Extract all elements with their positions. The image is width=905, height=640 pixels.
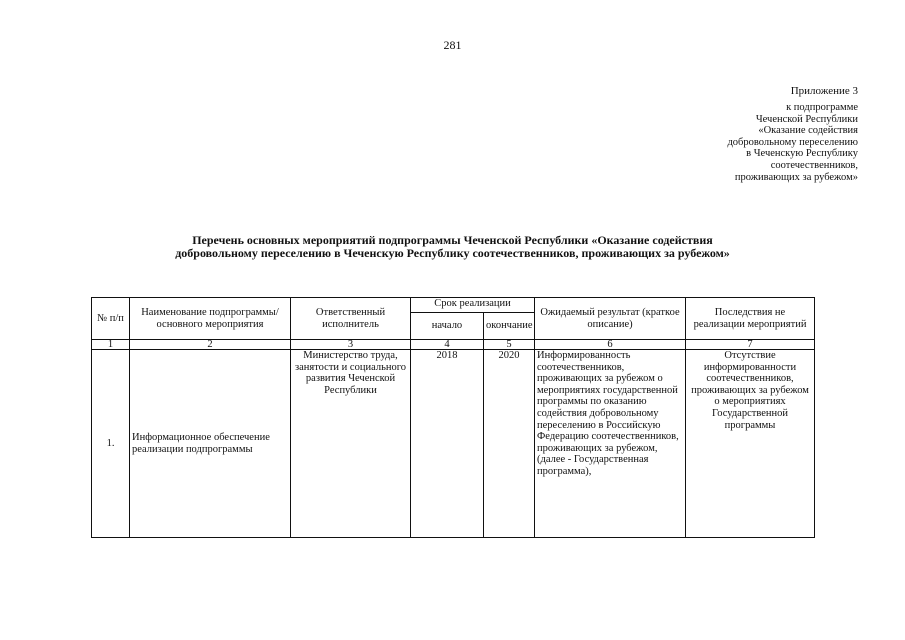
column-numbers-row bbox=[92, 340, 815, 350]
column-number: 3 bbox=[291, 340, 411, 350]
header-name: Наименование подпрограммы/ основного мероприятия bbox=[130, 298, 291, 340]
appendix-line: к подпрограмме bbox=[786, 102, 858, 113]
appendix-line: соотечественников, bbox=[770, 159, 858, 171]
column-number: 1 bbox=[92, 340, 130, 350]
document-title bbox=[0, 234, 905, 260]
appendix-subtitle bbox=[727, 102, 858, 183]
appendix-line: Чеченской Республики bbox=[755, 113, 858, 125]
header-result: Ожидаемый результат (краткое описание) bbox=[535, 298, 686, 340]
row-consequences: Отсутствие информированности соотечественников, проживающих за рубежом о мероприятиях Государственной программы bbox=[686, 350, 815, 538]
row-num: 1. bbox=[92, 350, 130, 538]
appendix-line: добровольному переселению bbox=[727, 136, 858, 148]
header-start: начало bbox=[411, 313, 484, 340]
activities-table bbox=[91, 297, 815, 538]
row-name: Информационное обеспечение реализации подпрограммы bbox=[130, 350, 291, 538]
column-number: 2 bbox=[130, 340, 291, 350]
header-num: № п/п bbox=[92, 298, 130, 340]
row-result: Информированность соотечественников, проживающих за рубежом о мероприятиях государственной программы по оказанию содействия добровольному переселению в Российскую Федерацию соотечественников, проживающих за рубежом, (далее - Государственная программа), bbox=[535, 350, 686, 538]
page-number: 281 bbox=[443, 38, 462, 52]
appendix-line: в Чеченскую Республику bbox=[746, 148, 858, 160]
appendix-line: «Оказание содействия bbox=[758, 125, 858, 137]
appendix-line: проживающих за рубежом» bbox=[734, 171, 858, 183]
row-executor: Министерство труда, занятости и социального развития Чеченской Республики bbox=[291, 350, 411, 538]
header-executor: Ответственный исполнитель bbox=[291, 298, 411, 340]
header-period: Срок реализации bbox=[411, 298, 535, 313]
column-number: 6 bbox=[535, 340, 686, 350]
appendix-title: Приложение 3 bbox=[790, 85, 858, 97]
header-consequences: Последствия не реализации мероприятий bbox=[686, 298, 815, 340]
header-end: окончание bbox=[484, 313, 535, 340]
title-line: Перечень основных мероприятий подпрограммы Чеченской Республики «Оказание содействия bbox=[192, 233, 713, 247]
row-start: 2018 bbox=[411, 350, 484, 538]
column-number: 7 bbox=[686, 340, 815, 350]
column-number: 4 bbox=[411, 340, 484, 350]
title-line: добровольному переселению в Чеченскую Республику соотечественников, проживающих за рубежом» bbox=[175, 246, 730, 260]
column-number: 5 bbox=[484, 340, 535, 350]
table-row bbox=[92, 350, 815, 538]
table-header-row bbox=[92, 298, 815, 313]
row-end: 2020 bbox=[484, 350, 535, 538]
